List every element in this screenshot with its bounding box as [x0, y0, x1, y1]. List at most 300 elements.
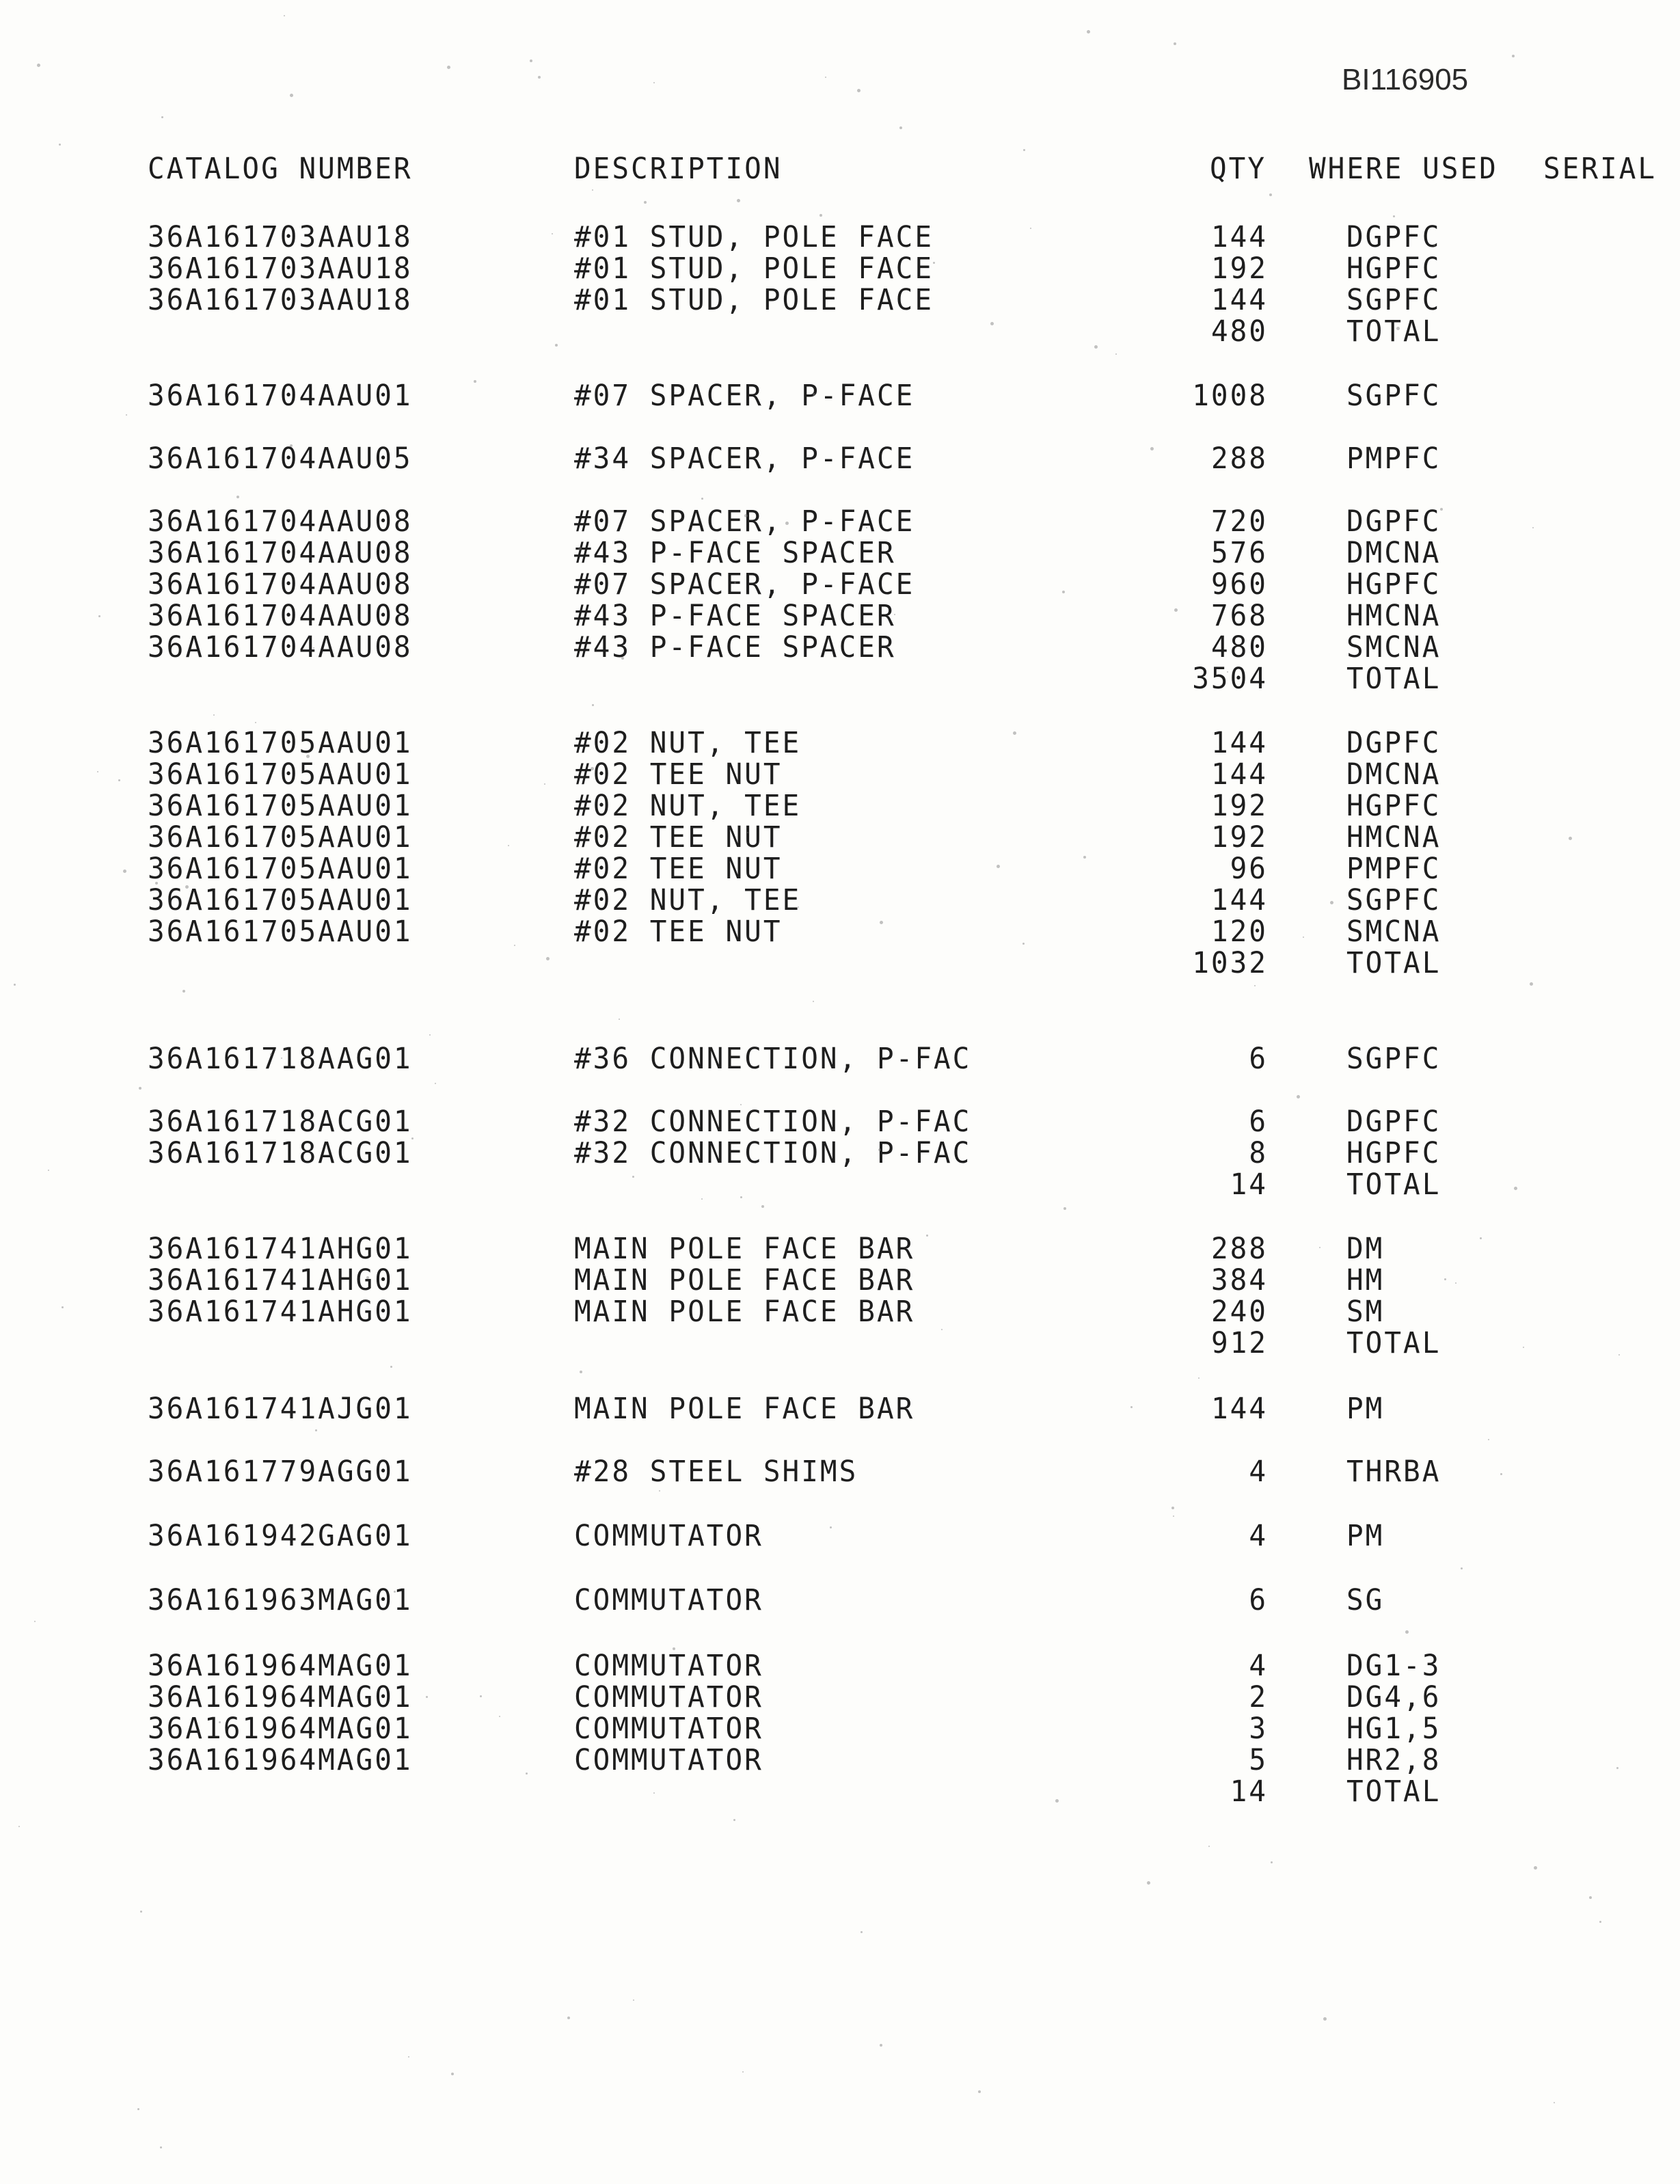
where-used-cell: PMPFC: [1346, 850, 1441, 886]
scan-speck: [538, 76, 541, 79]
catalog-number-cell: 36A161704AAU05: [148, 440, 413, 476]
qty-cell: 2: [1249, 1679, 1268, 1714]
scan-speck: [290, 444, 293, 447]
scan-speck: [813, 1001, 814, 1002]
scan-speck: [819, 214, 822, 217]
catalog-number-cell: 36A161718AAG01: [148, 1040, 413, 1076]
table-row: [0, 252, 1680, 284]
catalog-number-cell: 36A161705AAU01: [148, 725, 413, 760]
table-row: [0, 1263, 1680, 1295]
scan-speck: [1554, 2102, 1555, 2103]
scan-speck: [830, 1526, 832, 1528]
scan-speck: [1022, 943, 1025, 945]
description-cell: COMMUTATOR: [574, 1518, 763, 1553]
scan-speck: [1232, 297, 1234, 299]
scan-speck: [34, 1621, 36, 1622]
scan-speck: [621, 657, 624, 660]
qty-cell: 960: [1210, 566, 1268, 602]
scan-speck: [98, 615, 100, 617]
where-used-cell: SGPFC: [1346, 882, 1441, 917]
header-catalog-number: CATALOG NUMBER: [148, 150, 413, 186]
catalog-number-cell: 36A161704AAU01: [148, 377, 413, 413]
scan-speck: [14, 984, 16, 986]
catalog-number-cell: 36A161741AHG01: [148, 1262, 413, 1297]
scan-speck: [861, 1931, 863, 1933]
description-cell: #02 NUT, TEE: [574, 725, 802, 760]
table-row: [0, 1392, 1680, 1424]
scan-speck: [1171, 1507, 1174, 1509]
scan-speck: [514, 945, 515, 946]
scan-speck: [530, 59, 532, 62]
table-row: [0, 1519, 1680, 1551]
catalog-number-cell: 36A161704AAU08: [148, 597, 413, 633]
scan-speck: [1271, 1861, 1273, 1863]
qty-cell: 4: [1249, 1647, 1268, 1683]
scan-speck: [236, 496, 239, 498]
scan-speck: [1227, 671, 1228, 673]
scan-speck: [1500, 1473, 1502, 1475]
scan-speck: [126, 414, 127, 416]
scan-speck: [97, 771, 98, 772]
scan-speck: [1330, 901, 1333, 904]
qty-cell: 144: [1210, 882, 1268, 917]
description-cell: #02 TEE NUT: [574, 850, 783, 886]
scan-speck: [182, 990, 185, 993]
scan-speck: [580, 1371, 582, 1373]
qty-cell: 3504: [1192, 660, 1268, 696]
qty-cell: 768: [1210, 597, 1268, 633]
catalog-number-cell: 36A161705AAU01: [148, 850, 413, 886]
table-row: [0, 379, 1680, 411]
document-id: BI116905: [1342, 63, 1469, 96]
scan-speck: [1599, 1921, 1601, 1923]
table-row: [0, 1042, 1680, 1074]
scan-speck: [281, 1057, 282, 1059]
scan-speck: [290, 94, 293, 97]
scan-speck: [1055, 1799, 1059, 1803]
scan-speck: [632, 1176, 634, 1178]
total-row: [0, 662, 1680, 694]
table-row: [0, 883, 1680, 915]
catalog-number-cell: 36A161964MAG01: [148, 1742, 413, 1777]
where-used-cell: TOTAL: [1346, 1325, 1441, 1360]
qty-cell: 720: [1210, 503, 1268, 539]
scan-speck: [825, 77, 826, 78]
scan-speck: [315, 1429, 317, 1431]
table-row: [0, 220, 1680, 252]
table-row: [0, 630, 1680, 662]
scan-speck: [1087, 30, 1090, 33]
scan-speck: [673, 1647, 675, 1650]
where-used-cell: SGPFC: [1346, 1040, 1441, 1076]
scan-speck: [866, 527, 867, 528]
description-cell: #34 SPACER, P-FACE: [574, 440, 915, 476]
scan-speck: [1303, 936, 1304, 938]
table-row: [0, 1743, 1680, 1775]
scan-speck: [857, 89, 861, 92]
scan-speck: [1393, 215, 1395, 217]
scan-speck: [1405, 1630, 1409, 1634]
catalog-number-cell: 36A161705AAU01: [148, 882, 413, 917]
description-cell: #43 P-FACE SPACER: [574, 535, 896, 570]
catalog-number-cell: 36A161705AAU01: [148, 787, 413, 823]
where-used-cell: TOTAL: [1346, 313, 1441, 349]
where-used-cell: PM: [1346, 1390, 1385, 1426]
catalog-number-cell: 36A161705AAU01: [148, 913, 413, 949]
catalog-number-cell: 36A161703AAU18: [148, 219, 413, 254]
table-row: [0, 1583, 1680, 1615]
scan-speck: [701, 498, 703, 500]
description-cell: #07 SPACER, P-FACE: [574, 566, 915, 602]
where-used-cell: SMCNA: [1346, 913, 1441, 949]
scan-speck: [642, 1716, 645, 1718]
catalog-number-cell: 36A161964MAG01: [148, 1710, 413, 1746]
catalog-number-cell: 36A161964MAG01: [148, 1647, 413, 1683]
scan-speck: [813, 393, 815, 396]
catalog-number-cell: 36A161703AAU18: [148, 282, 413, 317]
table-row: [0, 566, 1680, 602]
scan-speck: [633, 1999, 634, 2001]
scan-speck: [62, 1306, 64, 1308]
qty-cell: 6: [1249, 1103, 1268, 1139]
scan-speck: [1063, 1207, 1066, 1210]
qty-cell: 144: [1210, 219, 1268, 254]
qty-cell: 1032: [1192, 945, 1268, 980]
scan-speck: [185, 885, 189, 889]
scan-speck: [1440, 508, 1443, 511]
scan-speck: [1455, 1282, 1457, 1284]
where-used-cell: DMCNA: [1346, 535, 1441, 570]
scan-speck: [1616, 1767, 1618, 1769]
scan-speck: [1174, 608, 1178, 612]
table-row: [0, 1712, 1680, 1744]
scan-speck: [394, 1591, 396, 1593]
table-row: [0, 820, 1680, 852]
scan-speck: [480, 1695, 482, 1697]
qty-cell: 912: [1210, 1325, 1268, 1360]
scan-speck: [1444, 1278, 1446, 1280]
scan-speck: [740, 1196, 742, 1198]
scan-speck: [997, 865, 1000, 868]
scan-speck: [411, 1137, 414, 1140]
table-row: [0, 1649, 1680, 1681]
scan-speck: [737, 199, 740, 202]
qty-cell: 288: [1210, 1230, 1268, 1266]
scan-speck: [1094, 345, 1098, 349]
scan-speck: [474, 380, 476, 383]
table-row: [0, 1455, 1680, 1487]
table-row: [0, 1680, 1680, 1712]
scan-speck: [435, 1083, 436, 1084]
scan-speck: [426, 1696, 428, 1698]
table-row: [0, 1105, 1680, 1137]
where-used-cell: HGPFC: [1346, 1135, 1441, 1170]
table-header: [0, 152, 1680, 184]
description-cell: #01 STUD, POLE FACE: [574, 219, 934, 254]
table-row: [0, 852, 1680, 884]
description-cell: #36 CONNECTION, P-FAC: [574, 1040, 972, 1076]
scan-speck: [359, 302, 360, 304]
scan-speck: [878, 1148, 881, 1151]
where-used-cell: SGPFC: [1346, 282, 1441, 317]
where-used-cell: DGPFC: [1346, 1103, 1441, 1139]
scan-speck: [894, 614, 895, 615]
scan-speck: [408, 2056, 409, 2058]
total-row: [0, 1326, 1680, 1358]
scan-speck: [941, 1329, 943, 1330]
scan-speck: [599, 1606, 602, 1609]
qty-cell: 6: [1249, 1040, 1268, 1076]
where-used-cell: HGPFC: [1346, 250, 1441, 286]
header-where-used: WHERE USED: [1309, 150, 1498, 186]
where-used-cell: SG: [1346, 1582, 1385, 1617]
description-cell: MAIN POLE FACE BAR: [574, 1293, 915, 1329]
scan-speck: [644, 201, 647, 204]
where-used-cell: PM: [1346, 1518, 1385, 1553]
scan-speck: [499, 1716, 500, 1717]
scan-speck: [1147, 1881, 1150, 1885]
scan-speck: [740, 1104, 742, 1105]
catalog-number-cell: 36A161705AAU01: [148, 756, 413, 792]
scan-speck: [118, 779, 120, 781]
scan-speck: [761, 1205, 764, 1208]
qty-cell: 8: [1249, 1135, 1268, 1170]
scan-speck: [155, 882, 158, 885]
scan-speck: [701, 1198, 703, 1200]
scan-speck: [123, 869, 126, 873]
scan-speck: [1023, 149, 1025, 151]
where-used-cell: SM: [1346, 1293, 1385, 1329]
scan-speck: [1013, 731, 1016, 735]
description-cell: COMMUTATOR: [574, 1742, 763, 1777]
where-used-cell: HMCNA: [1346, 819, 1441, 854]
qty-cell: 144: [1210, 282, 1268, 317]
description-cell: MAIN POLE FACE BAR: [574, 1390, 915, 1426]
scan-speck: [1523, 1347, 1524, 1348]
scan-speck: [1062, 591, 1065, 593]
description-cell: #02 TEE NUT: [574, 819, 783, 854]
scan-speck: [306, 755, 310, 758]
where-used-cell: TOTAL: [1346, 660, 1441, 696]
where-used-cell: DG1-3: [1346, 1647, 1441, 1683]
description-cell: #02 NUT, TEE: [574, 882, 802, 917]
scan-speck: [140, 1911, 142, 1913]
where-used-cell: PMPFC: [1346, 440, 1441, 476]
scan-speck: [1173, 1515, 1174, 1517]
scan-speck: [1532, 527, 1534, 528]
qty-cell: 144: [1210, 1390, 1268, 1426]
where-used-cell: DG4,6: [1346, 1679, 1441, 1714]
scan-speck: [933, 262, 935, 264]
table-row: [0, 726, 1680, 758]
scan-speck: [1174, 42, 1176, 45]
scan-speck: [1589, 1896, 1592, 1899]
qty-cell: 288: [1210, 440, 1268, 476]
scan-speck: [313, 647, 314, 649]
scan-speck: [37, 64, 40, 67]
description-cell: #02 TEE NUT: [574, 756, 783, 792]
scan-speck: [1030, 228, 1031, 229]
description-cell: #32 CONNECTION, P-FAC: [574, 1135, 972, 1170]
scan-speck: [899, 126, 902, 129]
qty-cell: 480: [1210, 313, 1268, 349]
description-cell: #02 NUT, TEE: [574, 787, 802, 823]
qty-cell: 4: [1249, 1518, 1268, 1553]
scan-speck: [1115, 353, 1117, 355]
qty-cell: 192: [1210, 250, 1268, 286]
description-cell: #02 TEE NUT: [574, 913, 783, 949]
scan-speck: [880, 921, 883, 924]
scan-speck: [978, 2090, 981, 2093]
scan-speck: [544, 783, 545, 785]
where-used-cell: DMCNA: [1346, 756, 1441, 792]
description-cell: COMMUTATOR: [574, 1710, 763, 1746]
scan-speck: [161, 116, 163, 118]
scan-speck: [508, 845, 509, 846]
qty-cell: 120: [1210, 913, 1268, 949]
table-row: [0, 1136, 1680, 1168]
scan-speck: [1530, 982, 1533, 986]
scan-speck: [1254, 985, 1256, 986]
table-row: [0, 283, 1680, 315]
scan-speck: [48, 1170, 49, 1171]
scan-speck: [798, 906, 799, 908]
where-used-cell: DGPFC: [1346, 725, 1441, 760]
qty-cell: 1008: [1192, 377, 1268, 413]
where-used-cell: SMCNA: [1346, 629, 1441, 664]
scan-speck: [1480, 1237, 1482, 1239]
scan-speck: [137, 2108, 139, 2110]
scan-speck: [742, 2071, 744, 2073]
scan-speck: [592, 189, 593, 191]
scan-speck: [219, 1721, 221, 1723]
qty-cell: 14: [1230, 1166, 1268, 1202]
qty-cell: 4: [1249, 1453, 1268, 1489]
table-row: [0, 536, 1680, 568]
scan-speck: [1198, 1377, 1200, 1379]
scan-speck: [447, 66, 450, 69]
scan-speck: [1269, 193, 1272, 196]
scan-speck: [733, 1819, 735, 1821]
scan-speck: [546, 957, 550, 960]
where-used-cell: TOTAL: [1346, 1166, 1441, 1202]
scan-speck: [1323, 2017, 1327, 2021]
table-row: [0, 1232, 1680, 1264]
qty-cell: 144: [1210, 756, 1268, 792]
scan-speck: [591, 767, 594, 770]
where-used-cell: THRBA: [1346, 1453, 1441, 1489]
scan-speck: [1150, 447, 1154, 450]
scan-speck: [592, 704, 594, 706]
description-cell: #32 CONNECTION, P-FAC: [574, 1103, 972, 1139]
qty-cell: 5: [1249, 1742, 1268, 1777]
scan-speck: [1461, 1567, 1463, 1569]
where-used-cell: HG1,5: [1346, 1710, 1441, 1746]
table-row: [0, 504, 1680, 537]
scan-speck: [1208, 1846, 1210, 1847]
table-row: [0, 599, 1680, 631]
description-cell: COMMUTATOR: [574, 1582, 763, 1617]
scan-speck: [653, 1792, 655, 1794]
qty-cell: 192: [1210, 787, 1268, 823]
catalog-number-cell: 36A161779AGG01: [148, 1453, 413, 1489]
catalog-number-cell: 36A161964MAG01: [148, 1679, 413, 1714]
catalog-number-cell: 36A161942GAG01: [148, 1518, 413, 1553]
scan-speck: [429, 1034, 431, 1036]
scan-speck: [1488, 1439, 1489, 1440]
catalog-number-cell: 36A161705AAU01: [148, 819, 413, 854]
qty-cell: 240: [1210, 1293, 1268, 1329]
scan-speck: [59, 144, 61, 146]
scan-speck: [785, 522, 789, 525]
description-cell: COMMUTATOR: [574, 1647, 763, 1683]
scan-speck: [1083, 856, 1086, 859]
qty-cell: 192: [1210, 819, 1268, 854]
scan-speck: [659, 1490, 660, 1492]
where-used-cell: DM: [1346, 1230, 1385, 1266]
qty-cell: 576: [1210, 535, 1268, 570]
scan-speck: [1433, 244, 1435, 246]
where-used-cell: HGPFC: [1346, 787, 1441, 823]
scan-speck: [619, 1019, 620, 1020]
scan-speck: [1618, 1354, 1620, 1356]
scan-speck: [673, 1111, 675, 1114]
description-cell: #07 SPACER, P-FACE: [574, 503, 915, 539]
scan-speck: [255, 722, 256, 723]
description-cell: #43 P-FACE SPACER: [574, 597, 896, 633]
description-cell: COMMUTATOR: [574, 1679, 763, 1714]
scan-speck: [390, 1366, 392, 1368]
catalog-number-cell: 36A161718ACG01: [148, 1103, 413, 1139]
table-row: [0, 789, 1680, 821]
table-row: [0, 1295, 1680, 1327]
catalog-number-cell: 36A161963MAG01: [148, 1582, 413, 1617]
scan-speck: [1396, 327, 1400, 330]
scan-speck: [284, 15, 285, 16]
qty-cell: 384: [1210, 1262, 1268, 1297]
scan-speck: [1569, 837, 1572, 840]
description-cell: #01 STUD, POLE FACE: [574, 250, 934, 286]
where-used-cell: HMCNA: [1346, 597, 1441, 633]
scan-speck: [734, 582, 736, 584]
scan-speck: [1512, 55, 1515, 57]
catalog-number-cell: 36A161704AAU08: [148, 566, 413, 602]
description-cell: #28 STEEL SHIMS: [574, 1453, 858, 1489]
qty-cell: 480: [1210, 629, 1268, 664]
where-used-cell: HM: [1346, 1262, 1385, 1297]
scan-speck: [270, 1053, 272, 1055]
catalog-number-cell: 36A161704AAU08: [148, 629, 413, 664]
scan-speck: [366, 1276, 369, 1279]
catalog-number-cell: 36A161703AAU18: [148, 250, 413, 286]
where-used-cell: DGPFC: [1346, 219, 1441, 254]
scan-speck: [1297, 1095, 1300, 1098]
total-row: [0, 314, 1680, 347]
qty-cell: 3: [1249, 1710, 1268, 1746]
catalog-number-cell: 36A161704AAU08: [148, 535, 413, 570]
header-serial: SERIAL: [1543, 150, 1657, 186]
scan-speck: [213, 714, 215, 716]
scan-speck: [552, 233, 553, 234]
qty-cell: 6: [1249, 1582, 1268, 1617]
scan-speck: [18, 1826, 20, 1827]
table-row: [0, 757, 1680, 790]
catalog-number-cell: 36A161718ACG01: [148, 1135, 413, 1170]
scan-speck: [1534, 1866, 1537, 1870]
where-used-cell: SGPFC: [1346, 377, 1441, 413]
scan-speck: [578, 547, 582, 550]
scan-speck: [747, 832, 748, 833]
